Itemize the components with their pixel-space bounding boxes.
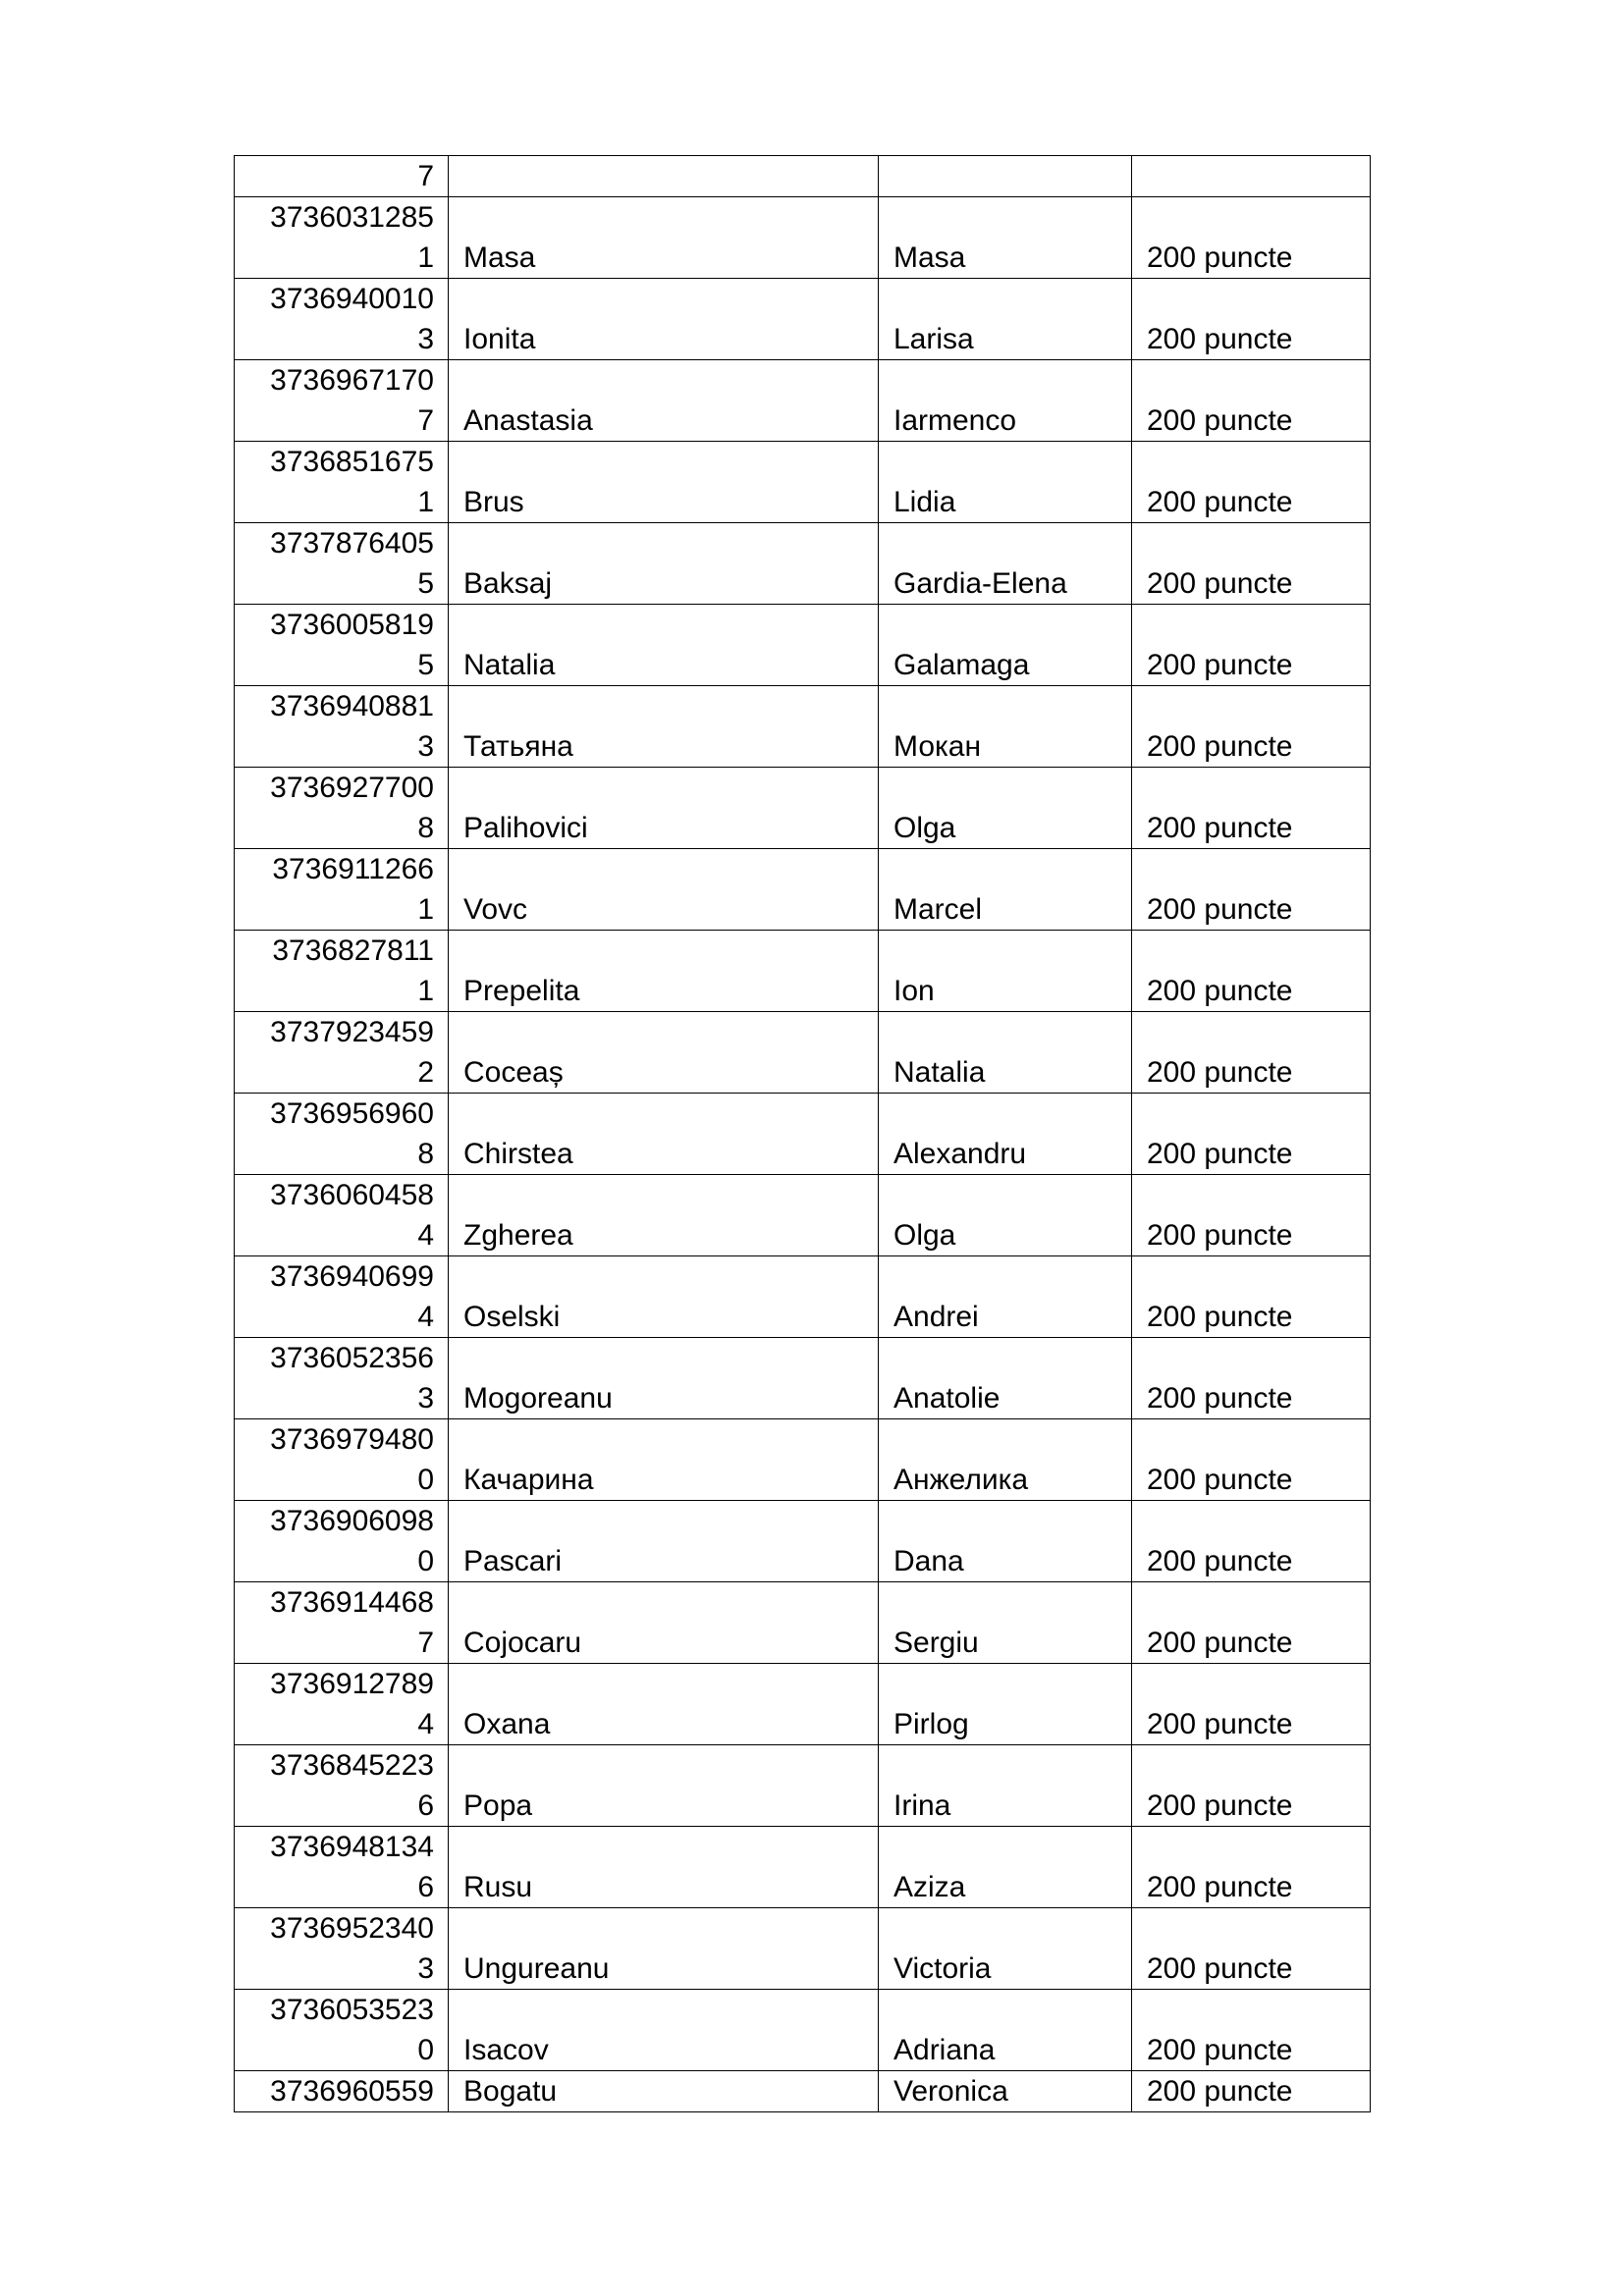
points-cell: 200 puncte [1132,849,1371,931]
name-cell: Baksaj [449,523,879,605]
phone-id-line-1: 3736060458 [270,1179,434,1211]
table-row [235,523,1371,605]
points-cell: 200 puncte [1132,1012,1371,1094]
phone-id-cell [235,1419,449,1501]
points-cell: 200 puncte [1132,768,1371,849]
table-row [235,686,1371,768]
points-cell: 200 puncte [1132,1582,1371,1664]
second-name-cell: Lidia [879,442,1132,523]
phone-id-cell [235,1664,449,1745]
phone-id-cell [235,1582,449,1664]
table-row [235,1501,1371,1582]
second-name-cell: Andrei [879,1256,1132,1338]
phone-id-cell [235,442,449,523]
second-name-cell: Olga [879,1175,1132,1256]
phone-id-cell [235,1012,449,1094]
points-cell: 200 puncte [1132,1827,1371,1908]
phone-id-cell [235,1338,449,1419]
name-cell: Prepelita [449,931,879,1012]
points-cell: 200 puncte [1132,1419,1371,1501]
phone-id-cell [235,686,449,768]
table-row [235,1338,1371,1419]
phone-id-cell [235,1908,449,1990]
points-cell: 200 puncte [1132,197,1371,279]
table-row [235,931,1371,1012]
table-row [235,605,1371,686]
phone-id-line-1: 3736948134 [270,1831,434,1863]
name-cell: Ionita [449,279,879,360]
phone-id-line: 7 [417,160,434,192]
second-name-cell: Victoria [879,1908,1132,1990]
second-name-cell: Alexandru [879,1094,1132,1175]
name-cell: Popa [449,1745,879,1827]
name-cell: Oxana [449,1664,879,1745]
name-cell: Bogatu [449,2071,879,2112]
phone-id-line-2: 8 [417,812,434,844]
points-cell: 200 puncte [1132,1664,1371,1745]
phone-id-cell [235,605,449,686]
table-row [235,1175,1371,1256]
second-name-cell: Анжелика [879,1419,1132,1501]
phone-id-cell [235,156,449,197]
table-row [235,1990,1371,2071]
phone-id-line: 3736960559 [270,2075,434,2108]
phone-id-line-2: 1 [417,975,434,1007]
points-cell: 200 puncte [1132,1338,1371,1419]
phone-id-line-2: 5 [417,649,434,681]
second-name-cell: Sergiu [879,1582,1132,1664]
second-name-cell: Larisa [879,279,1132,360]
phone-id-line-1: 3736911266 [272,853,434,885]
phone-id-cell [235,1827,449,1908]
table-row [235,1908,1371,1990]
phone-id-line-1: 3736845223 [270,1749,434,1782]
name-cell: Rusu [449,1827,879,1908]
table-row [235,849,1371,931]
second-name-cell: Gardia-Elena [879,523,1132,605]
phone-id-line-2: 8 [417,1138,434,1170]
table-row [235,1256,1371,1338]
phone-id-line-1: 3736906098 [270,1505,434,1537]
second-name-cell: Olga [879,768,1132,849]
name-cell: Cojocaru [449,1582,879,1664]
phone-id-cell [235,768,449,849]
table-row [235,1745,1371,1827]
table-row [235,197,1371,279]
phone-id-line-1: 3736827811 [272,934,434,967]
phone-id-line-2: 7 [417,1627,434,1659]
phone-id-line-2: 2 [417,1056,434,1089]
phone-id-line-2: 3 [417,730,434,763]
phone-id-line-1: 3736914468 [270,1586,434,1619]
phone-id-line-2: 3 [417,1382,434,1415]
phone-id-line-2: 0 [417,1464,434,1496]
table-body [235,156,1371,2112]
table-row [235,360,1371,442]
second-name-cell: Adriana [879,1990,1132,2071]
table-row [235,768,1371,849]
second-name-cell: Anatolie [879,1338,1132,1419]
phone-id-cell [235,2071,449,2112]
phone-id-line-2: 5 [417,567,434,600]
table-row [235,1094,1371,1175]
phone-id-line-2: 0 [417,1545,434,1577]
name-cell: Palihovici [449,768,879,849]
points-table [234,155,1371,2112]
name-cell: Качарина [449,1419,879,1501]
points-cell: 200 puncte [1132,1094,1371,1175]
name-cell: Татьяна [449,686,879,768]
phone-id-line-1: 3736005819 [270,609,434,641]
phone-id-cell [235,1175,449,1256]
name-cell: Pascari [449,1501,879,1582]
second-name-cell: Pirlog [879,1664,1132,1745]
phone-id-line-1: 3736967170 [270,364,434,397]
name-cell: Chirstea [449,1094,879,1175]
name-cell: Natalia [449,605,879,686]
phone-id-cell [235,360,449,442]
phone-id-line-1: 3737876405 [270,527,434,560]
phone-id-line-1: 3737923459 [270,1016,434,1048]
phone-id-line-2: 6 [417,1789,434,1822]
second-name-cell: Aziza [879,1827,1132,1908]
second-name-cell: Masa [879,197,1132,279]
phone-id-line-2: 6 [417,1871,434,1903]
phone-id-cell [235,1094,449,1175]
table-row [235,1012,1371,1094]
phone-id-line-1: 3736912789 [270,1668,434,1700]
phone-id-cell [235,931,449,1012]
phone-id-line-1: 3736052356 [270,1342,434,1374]
phone-id-line-2: 3 [417,1952,434,1985]
phone-id-line-2: 4 [417,1708,434,1740]
points-cell: 200 puncte [1132,1175,1371,1256]
phone-id-line-2: 7 [417,404,434,437]
table-row [235,442,1371,523]
points-cell: 200 puncte [1132,1908,1371,1990]
table-row [235,156,1371,197]
phone-id-line-1: 3736940699 [270,1260,434,1293]
points-cell: 200 puncte [1132,1256,1371,1338]
phone-id-cell [235,197,449,279]
table-row [235,1827,1371,1908]
name-cell: Coceaș [449,1012,879,1094]
phone-id-line-1: 3736940881 [270,690,434,722]
second-name-cell: Ion [879,931,1132,1012]
phone-id-line-1: 3736053523 [270,1994,434,2026]
points-cell [1132,156,1371,197]
second-name-cell: Galamaga [879,605,1132,686]
phone-id-cell [235,523,449,605]
points-cell: 200 puncte [1132,686,1371,768]
phone-id-cell [235,1256,449,1338]
phone-id-line-2: 1 [417,486,434,518]
second-name-cell [879,156,1132,197]
name-cell: Brus [449,442,879,523]
table-row [235,1664,1371,1745]
table-row [235,1419,1371,1501]
points-cell: 200 puncte [1132,1745,1371,1827]
name-cell: Zgherea [449,1175,879,1256]
phone-id-line-2: 4 [417,1301,434,1333]
phone-id-line-1: 3736031285 [270,201,434,234]
points-cell: 200 puncte [1132,1990,1371,2071]
phone-id-line-2: 1 [417,241,434,274]
name-cell: Isacov [449,1990,879,2071]
phone-id-cell [235,279,449,360]
second-name-cell: Marcel [879,849,1132,931]
second-name-cell: Iarmenco [879,360,1132,442]
phone-id-line-2: 1 [417,893,434,926]
points-cell: 200 puncte [1132,1501,1371,1582]
phone-id-cell [235,1501,449,1582]
phone-id-cell [235,1745,449,1827]
phone-id-line-2: 4 [417,1219,434,1252]
points-cell: 200 puncte [1132,442,1371,523]
name-cell: Anastasia [449,360,879,442]
second-name-cell: Dana [879,1501,1132,1582]
second-name-cell: Veronica [879,2071,1132,2112]
second-name-cell: Irina [879,1745,1132,1827]
points-cell: 200 puncte [1132,523,1371,605]
name-cell: Vovc [449,849,879,931]
points-cell: 200 puncte [1132,931,1371,1012]
points-cell: 200 puncte [1132,605,1371,686]
name-cell: Oselski [449,1256,879,1338]
table-row [235,1582,1371,1664]
second-name-cell: Мокан [879,686,1132,768]
points-cell: 200 puncte [1132,360,1371,442]
second-name-cell: Natalia [879,1012,1132,1094]
name-cell: Mogoreanu [449,1338,879,1419]
phone-id-line-1: 3736940010 [270,283,434,315]
name-cell: Masa [449,197,879,279]
phone-id-line-1: 3736956960 [270,1097,434,1130]
phone-id-line-1: 3736952340 [270,1912,434,1945]
phone-id-line-2: 3 [417,323,434,355]
phone-id-line-2: 0 [417,2034,434,2066]
table-row [235,279,1371,360]
name-cell: Ungureanu [449,1908,879,1990]
phone-id-line-1: 3736851675 [270,446,434,478]
phone-id-cell [235,849,449,931]
table-row [235,2071,1371,2112]
phone-id-line-1: 3736927700 [270,772,434,804]
points-cell: 200 puncte [1132,279,1371,360]
name-cell [449,156,879,197]
phone-id-cell [235,1990,449,2071]
phone-id-line-1: 3736979480 [270,1423,434,1456]
points-cell: 200 puncte [1132,2071,1371,2112]
